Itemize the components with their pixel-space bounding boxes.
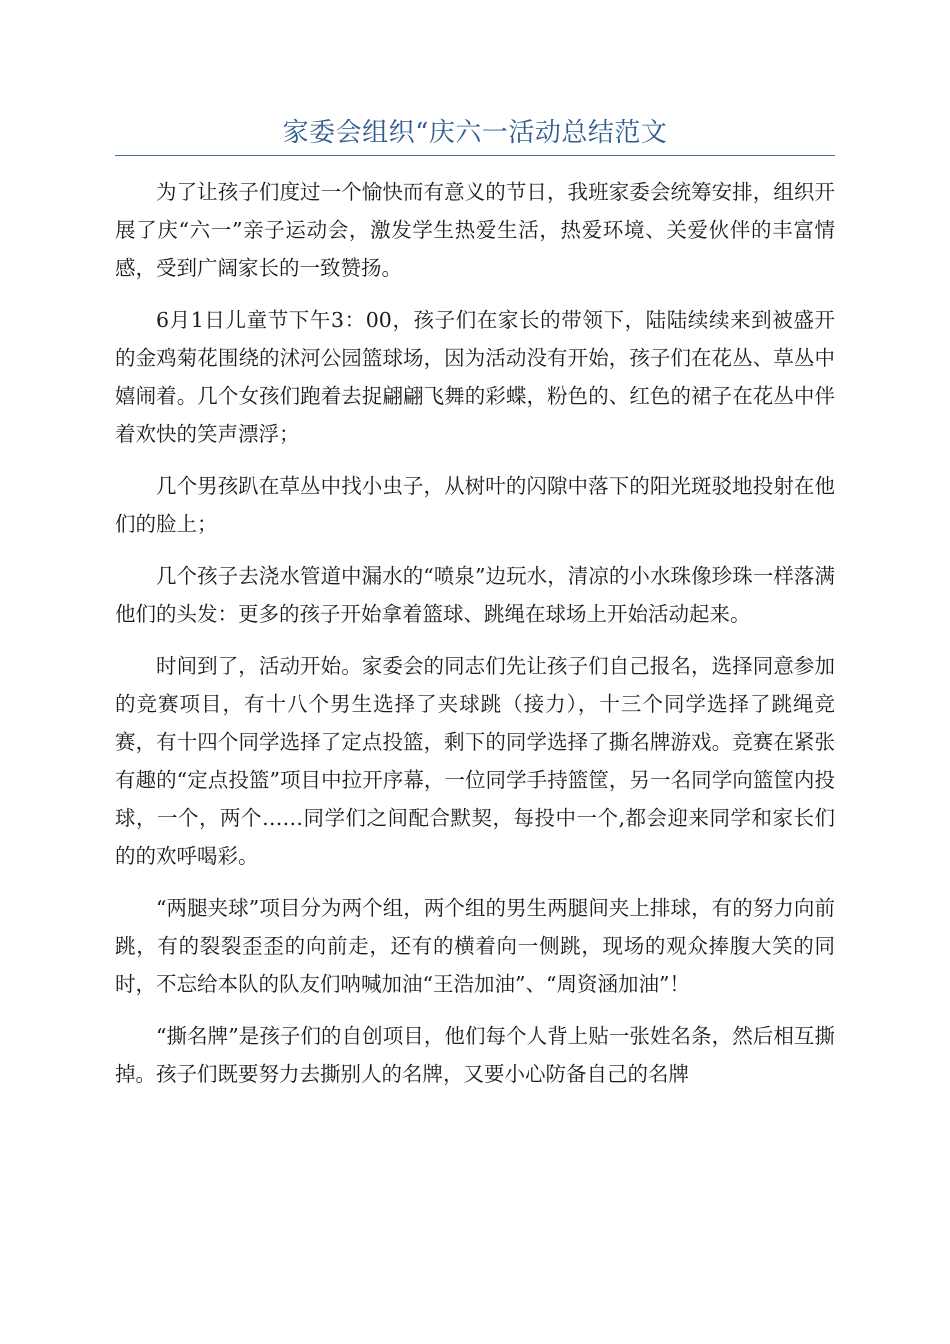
document-title: 家委会组织“庆六一活动总结范文 xyxy=(282,118,668,148)
paragraph-boys: 几个男孩趴在草丛中找小虫子，从树叶的闪隙中落下的阳光斑驳地投射在他们的脸上； xyxy=(115,474,835,536)
document-body xyxy=(115,173,835,1107)
paragraph-fountain: 几个孩子去浇水管道中漏水的“喷泉”边玩水，清凉的小水珠像珍珠一样落满他们的头发：更多的孩子开始拿着篮球、跳绳在球场上开始活动起来。 xyxy=(115,564,835,626)
paragraph-name-tag: “撕名牌”是孩子们的自创项目，他们每个人背上贴一张姓名条，然后相互撕掉。孩子们既要努力去撕别人的名牌，又要小心防备自己的名牌 xyxy=(115,1024,835,1086)
paragraph-activity-start: 时间到了，活动开始。家委会的同志们先让孩子们自己报名，选择同意参加的竞赛项目，有十八个男生选择了夹球跳（接力），十三个同学选择了跳绳竞赛，有十四个同学选择了定点投篮，剩下的同学选择了撕名牌游戏。竞赛在紧张有趣的“定点投篮”项目中拉开序幕，一位同学手持篮筐，另一名同学向篮筐内投球，一个，两个……同学们之间配合默契，每投中一个,都会迎来同学和家长们的的欢呼喝彩。 xyxy=(115,654,835,868)
title-underline xyxy=(115,155,835,156)
paragraph-arrival: 6月1日儿童节下午3：00，孩子们在家长的带领下，陆陆续续来到被盛开的金鸡菊花围绕的沭河公园篮球场，因为活动没有开始，孩子们在花丛、草丛中嬉闹着。几个女孩们跑着去捉翩翩飞舞的彩蝶，粉色的、红色的裙子在花丛中伴着欢快的笑声漂浮； xyxy=(115,308,835,446)
paragraph-intro: 为了让孩子们度过一个愉快而有意义的节日，我班家委会统筹安排，组织开展了庆“六一”亲子运动会，激发学生热爱生活，热爱环境、关爱伙伴的丰富情感，受到广阔家长的一致赞扬。 xyxy=(115,180,835,280)
paragraph-leg-ball: “两腿夹球”项目分为两个组，两个组的男生两腿间夹上排球，有的努力向前跳，有的裂裂歪歪的向前走，还有的横着向一侧跳，现场的观众捧腹大笑的同时，不忘给本队的队友们呐喊加油“王浩加油”、“周资涵加油”！ xyxy=(115,896,835,996)
